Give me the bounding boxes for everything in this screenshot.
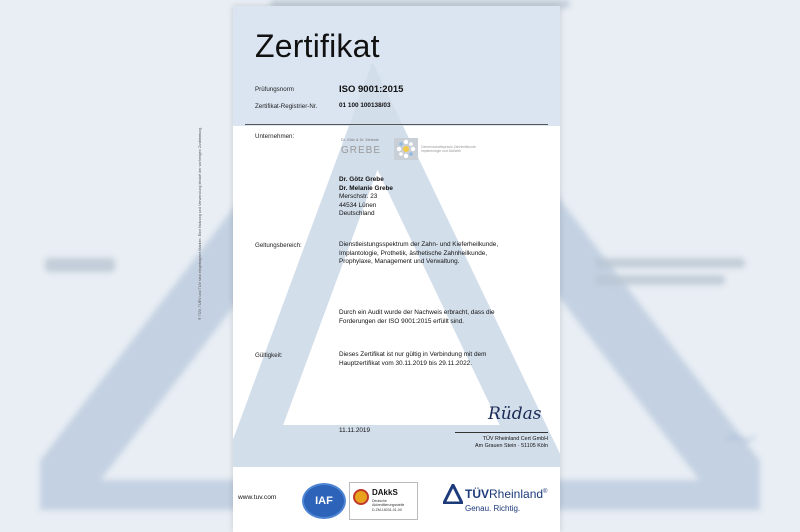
dakks-sub-line: Deutsche <box>372 499 387 503</box>
company-country: Deutschland <box>339 210 375 218</box>
tuv-triangle-icon <box>443 484 463 504</box>
background-signature-blur: ~ <box>721 410 760 464</box>
company-street: Merschstr. 23 <box>339 193 378 201</box>
dakks-logo <box>349 482 418 520</box>
iaf-logo <box>302 483 346 519</box>
standard-label: Prüfungsnorm <box>255 86 294 93</box>
scope-label: Geltungsbereich: <box>255 242 302 249</box>
tuv-brand <box>465 487 547 501</box>
company-name-2: Dr. Melanie Grebe <box>339 184 393 192</box>
logo-name: GREBE <box>341 145 382 156</box>
tuv-slogan: Genau. Richtig. <box>465 504 521 513</box>
validity-line-2: Hauptzertifikat vom 30.11.2019 bis 29.11.2022. <box>339 359 472 367</box>
signature: Rüdas <box>488 404 542 424</box>
issuer-name: TÜV Rheinland Cert GmbH <box>482 436 548 442</box>
dakks-name: DAkkS <box>372 488 398 497</box>
company-label: Unternehmen: <box>255 133 295 140</box>
dakks-sub-line: Akkreditierungsstelle <box>372 503 405 508</box>
audit-line-2: Forderungen der ISO 9001:2015 erfüllt sind. <box>339 317 465 325</box>
dakks-emblem-icon <box>353 489 369 505</box>
background-text-blur <box>595 275 725 285</box>
scope-line-1: Dienstleistungsspektrum der Zahn- und Kieferheilkunde, <box>339 241 499 248</box>
website-link[interactable]: www.tuv.com <box>238 494 277 501</box>
signature-line <box>455 432 548 433</box>
validity-label: Gültigkeit: <box>255 352 283 359</box>
issuer-address: Am Grauen Stein · 51105 Köln <box>474 443 548 449</box>
company-logo <box>341 136 491 162</box>
scope-line-3: Prophylaxe, Management und Verwaltung. <box>339 258 460 266</box>
trademark-side-note: ® TÜV, TUEV und TUV sind eingetragene Marken. Eine Nutzung und Verwendung bedarf der vorherigen Zustimmung. <box>198 126 202 320</box>
tuv-brand-mark: ® <box>543 489 548 495</box>
validity-line-1: Dieses Zertifikat ist nur gültig in Verbindung mit dem <box>339 351 487 358</box>
dakks-sub-text <box>372 499 404 512</box>
certificate-page <box>233 6 560 532</box>
grebe-flower-logo-icon <box>394 138 418 160</box>
scope-line-2: Implantologie, Prothetik, ästhetische Zahnheilkunde, <box>339 249 488 257</box>
dakks-sub-line: D-ZM-16031-01-00 <box>372 507 402 512</box>
standard-value: ISO 9001:2015 <box>339 84 404 95</box>
logo-small-text: Dr. Götz & Dr. Melanie <box>341 138 379 142</box>
company-name-1: Dr. Götz Grebe <box>339 176 384 183</box>
tuv-brand-suffix: Rheinland <box>489 487 544 501</box>
company-city: 44534 Lünen <box>339 201 377 209</box>
tuv-brand-prefix: TÜV <box>465 487 489 501</box>
background-text-blur <box>595 258 745 268</box>
audit-line-1: Durch ein Audit wurde der Nachweis erbracht, dass die <box>339 309 495 316</box>
iaf-label: IAF <box>315 495 333 507</box>
registry-label: Zertifikat-Registrier-Nr. <box>255 103 318 110</box>
issue-date: 11.11.2019 <box>339 427 371 434</box>
header-divider <box>245 124 548 125</box>
background-text-blur <box>45 258 115 272</box>
registry-value: 01 100 100138/03 <box>339 102 391 109</box>
logo-tagline: Gemeinschaftspraxis Zahnheilkunde Implantologie und Ästhetik <box>421 145 476 153</box>
certificate-title: Zertifikat <box>255 28 380 64</box>
